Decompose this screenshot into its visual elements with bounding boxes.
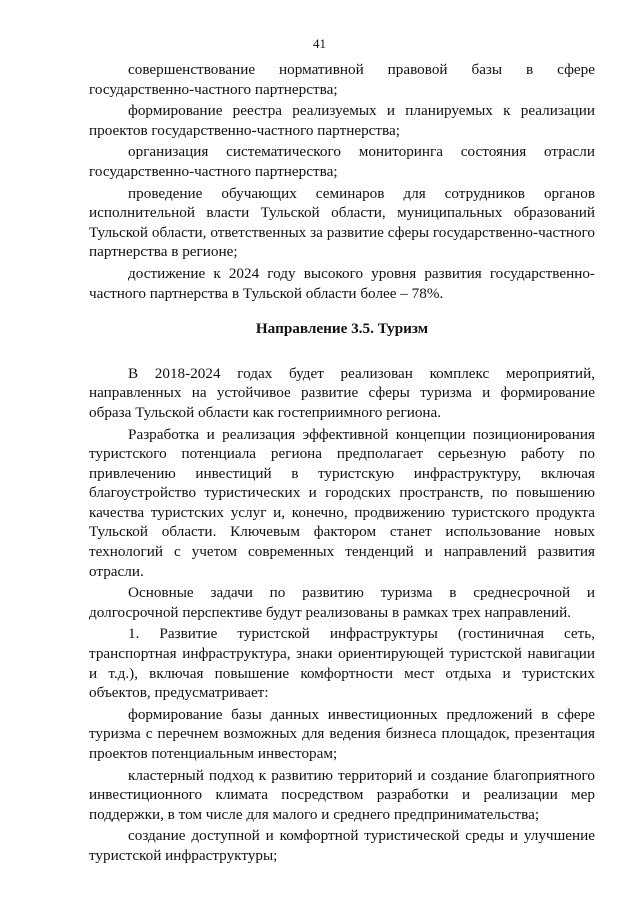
paragraph-item: организация систематического мониторинга состояния отрасли государственно-частного партнерства; bbox=[89, 143, 595, 180]
paragraph-item: достижение к 2024 году высокого уровня развития государственно-частного партнерства в Тульской области более – 78%. bbox=[89, 264, 595, 302]
paragraph-item: создание доступной и комфортной туристической среды и улучшение туристской инфраструктуры; bbox=[89, 827, 595, 864]
document-body bbox=[89, 60, 595, 866]
paragraph-item: формирование базы данных инвестиционных предложений в сфере туризма с перечнем возможных для ведения бизнеса площадок, презентация проектов потенциальным инвесторам; bbox=[89, 705, 595, 762]
paragraph-item: Основные задачи по развитию туризма в среднесрочной и долгосрочной перспективе будут реализованы в рамках трех направлений. bbox=[89, 584, 595, 621]
paragraph-item: проведение обучающих семинаров для сотрудников органов исполнительной власти Тульской области, муниципальных образований Тульской области, ответственных за развитие сферы государственно-частного партнерства в регионе; bbox=[89, 184, 595, 261]
paragraph-item: формирование реестра реализуемых и планируемых к реализации проектов государственно-частного партнерства; bbox=[89, 102, 595, 139]
paragraph-item: совершенствование нормативной правовой базы в сфере государственно-частного партнерства; bbox=[89, 61, 595, 98]
section-heading: Направление 3.5. Туризм bbox=[255, 320, 429, 338]
page-number: 41 bbox=[313, 36, 326, 51]
paragraph-item: 1. Развитие туристской инфраструктуры (гостиничная сеть, транспортная инфраструктура, знаки ориентирующей туристской навигации и т.д.), включая повышение комфортности мест отдыха и туристских объектов, предусматривает: bbox=[89, 625, 595, 702]
paragraph-item: кластерный подход к развитию территорий и создание благоприятного инвестиционного климата посредством разработки и реализации мер поддержки, в том числе для малого и среднего предпринимательства; bbox=[89, 766, 595, 823]
paragraph-item: В 2018-2024 годах будет реализован комплекс мероприятий, направленных на устойчивое развитие сферы туризма и формирование образа Тульской области как гостеприимного региона. bbox=[89, 364, 595, 421]
paragraph-item: Разработка и реализация эффективной концепции позиционирования туристского потенциала региона предполагает серьезную работу по привлечению инвестиций в туристскую инфраструктуру, включая благоустройство туристических и городских пространств, по повышению качества туристских услуг и, конечно, продвижению туристского продукта Тульской области. Ключевым фактором станет использование новых технологий с учетом современных тенденций и направлений развития отрасли. bbox=[89, 425, 595, 580]
